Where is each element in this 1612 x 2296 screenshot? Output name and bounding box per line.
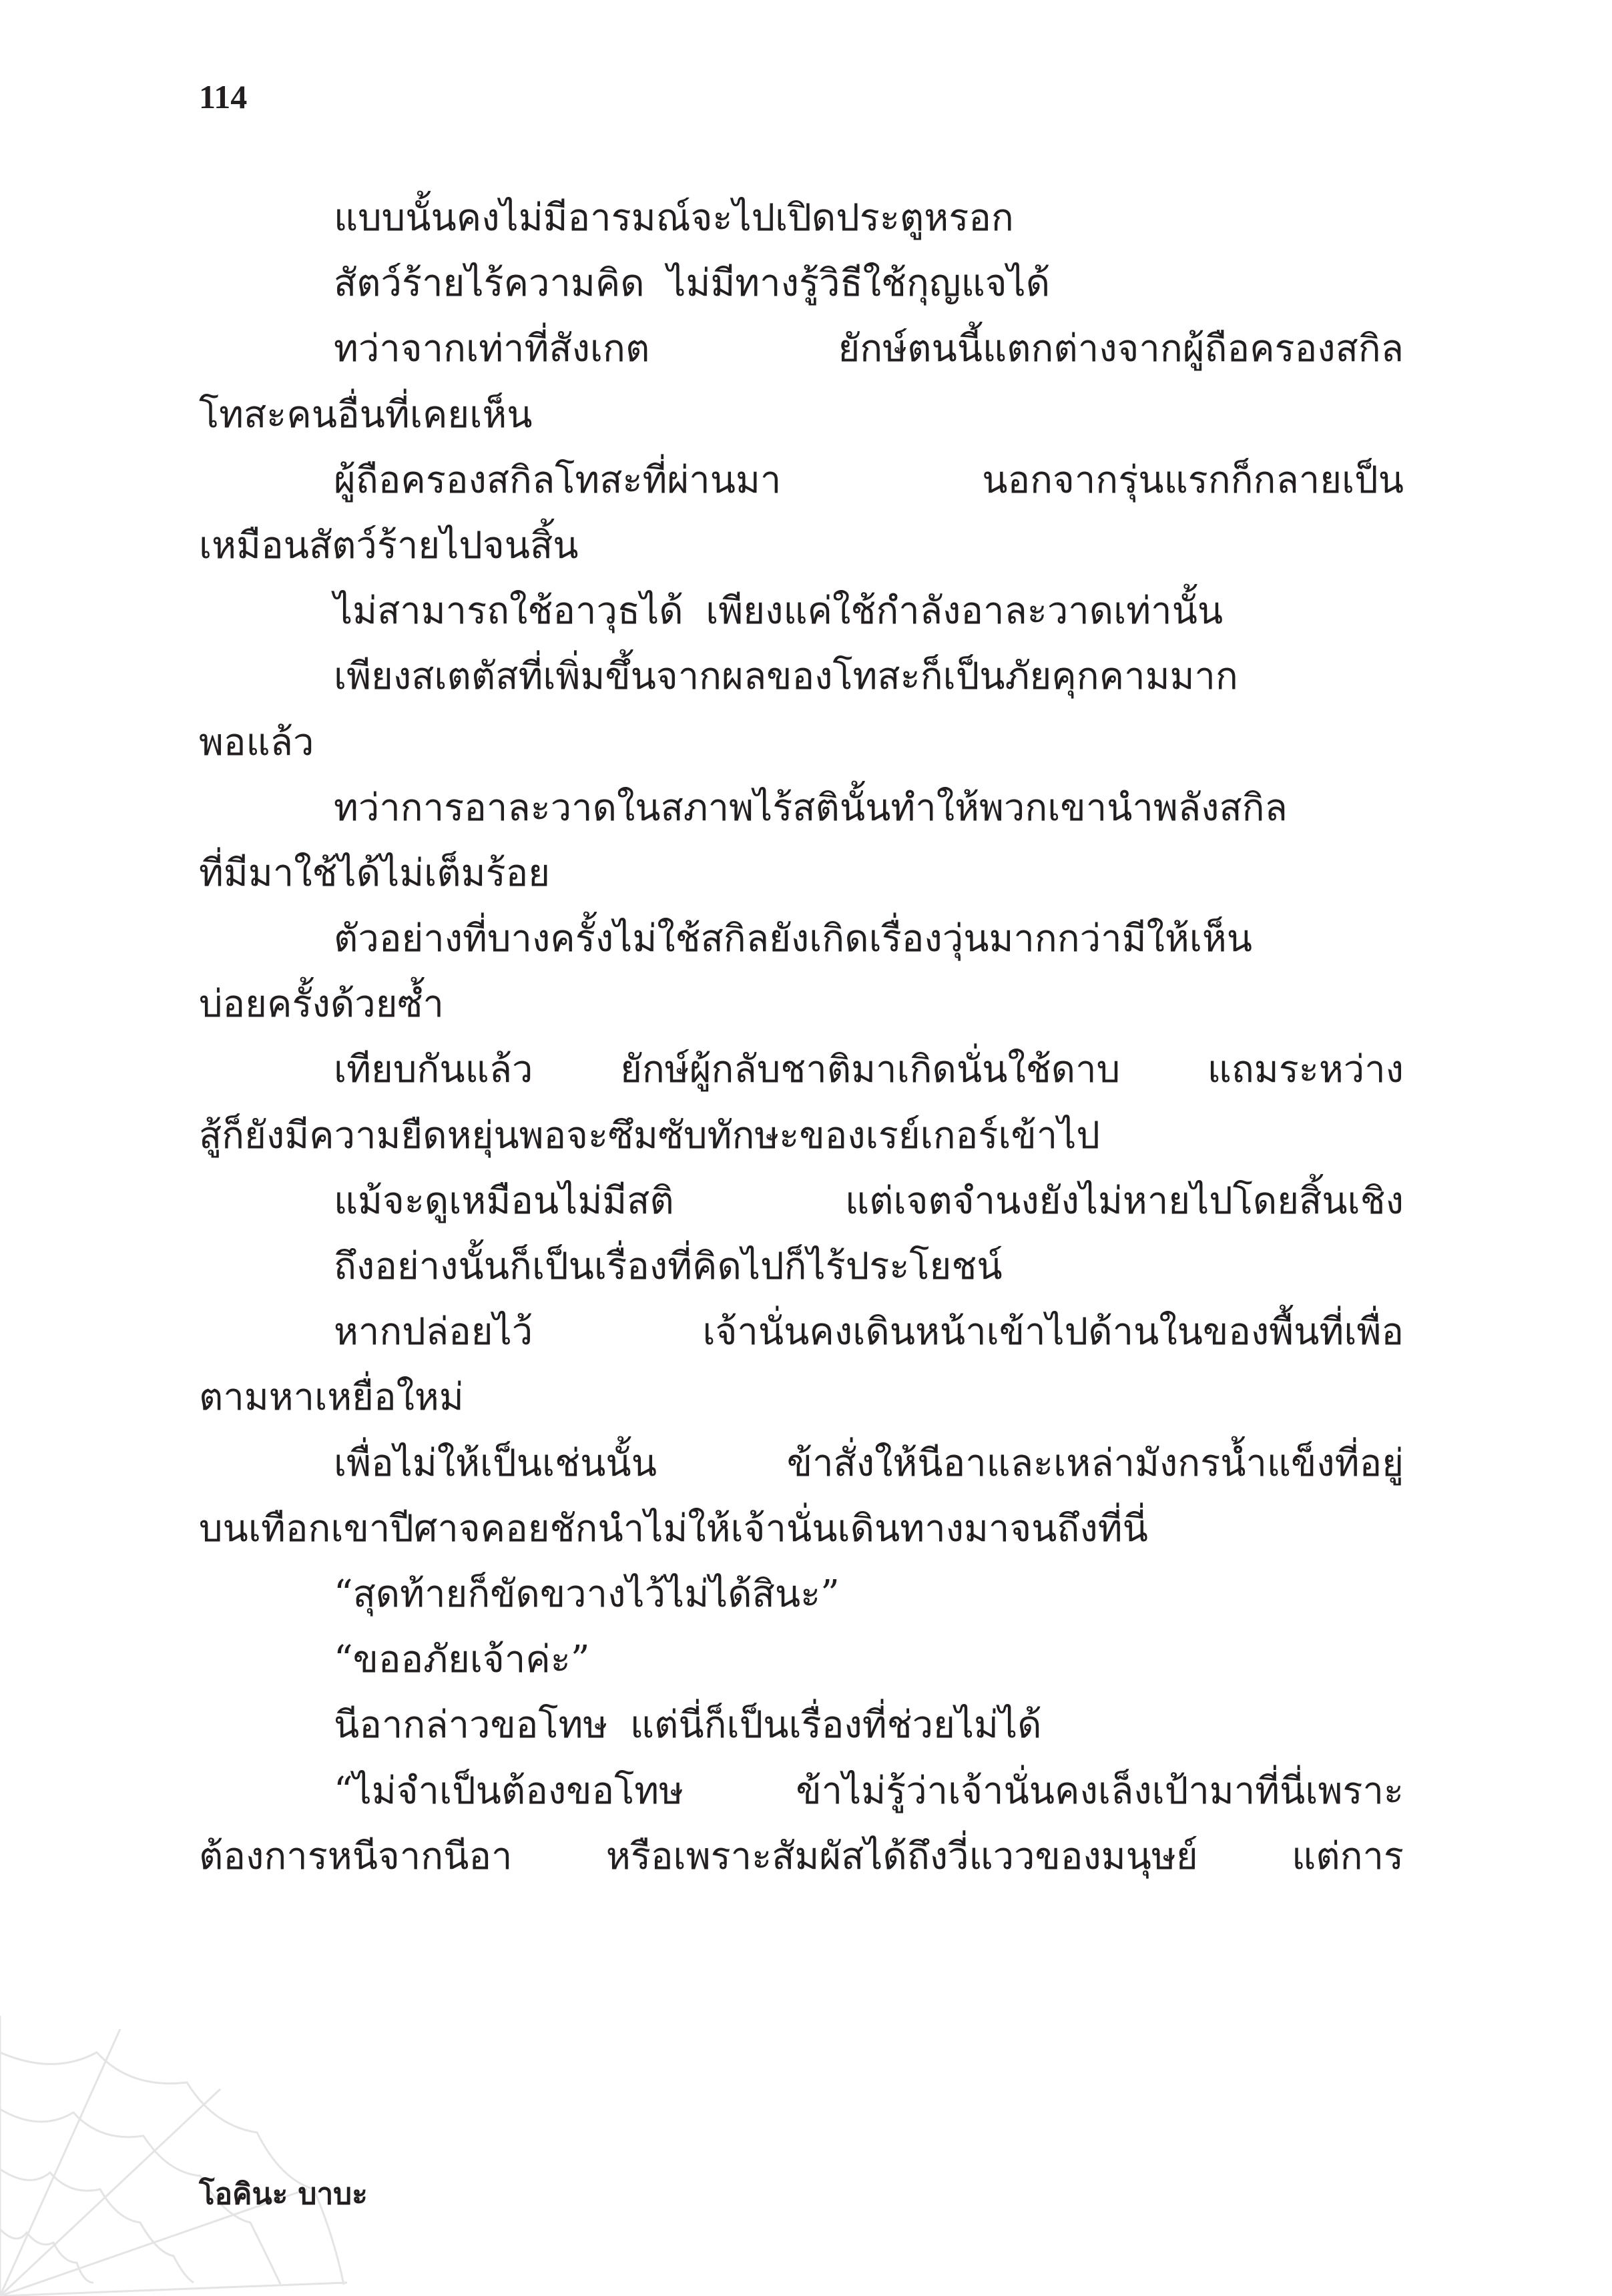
text-line bbox=[199, 579, 1404, 644]
text-line bbox=[199, 186, 1404, 251]
text-segment: นีอากล่าวขอโทษ bbox=[334, 1703, 608, 1747]
text-segment: ทว่าการอาละวาดในสภาพไร้สตินั้นทำให้พวกเขานำพลังสกิล bbox=[334, 786, 1288, 830]
text-line bbox=[199, 448, 1404, 513]
text-line bbox=[199, 841, 1404, 906]
text-segment: ต้องการหนีจากนีอา bbox=[199, 1834, 513, 1878]
body-text bbox=[199, 186, 1404, 1890]
text-segment: เจ้านั่นคงเดินหน้าเข้าไปด้านในของพื้นที่เพื่อ bbox=[702, 1310, 1404, 1354]
text-line bbox=[199, 710, 1404, 776]
text-segment: ไม่สามารถใช้อาวุธได้ bbox=[334, 589, 684, 633]
text-segment: แถมระหว่าง bbox=[1207, 1048, 1404, 1092]
text-segment: ข้าสั่งให้นีอาและเหล่ามังกรน้ำแข็งที่อยู่ bbox=[786, 1441, 1404, 1485]
text-segment: แต่การ bbox=[1292, 1834, 1404, 1878]
text-line bbox=[199, 1234, 1404, 1300]
text-line bbox=[199, 1365, 1404, 1430]
text-segment: บ่อยครั้งด้วยซ้ำ bbox=[199, 982, 444, 1027]
text-segment: หรือเพราะสัมผัสได้ถึงวี่แววของมนุษย์ bbox=[605, 1834, 1198, 1878]
text-line bbox=[199, 644, 1404, 709]
text-line bbox=[199, 776, 1404, 841]
text-line bbox=[199, 1300, 1404, 1365]
spiderweb-decoration bbox=[0, 1989, 347, 2296]
text-line bbox=[199, 1759, 1404, 1824]
text-line bbox=[199, 1169, 1404, 1234]
text-segment: หากปล่อยไว้ bbox=[334, 1310, 533, 1354]
text-segment: เพียงแค่ใช้กำลังอาละวาดเท่านั้น bbox=[706, 589, 1224, 633]
text-segment: บนเทือกเขาปีศาจคอยชักนำไม่ให้เจ้านั่นเดินทางมาจนถึงที่นี่ bbox=[199, 1506, 1148, 1550]
text-segment: เพื่อไม่ให้เป็นเช่นนั้น bbox=[334, 1441, 657, 1485]
text-segment: “สุดท้ายก็ขัดขวางไว้ไม่ได้สินะ” bbox=[334, 1572, 840, 1616]
text-line bbox=[199, 382, 1404, 448]
text-segment: “ไม่จำเป็นต้องขอโทษ bbox=[334, 1769, 684, 1813]
text-line bbox=[199, 1037, 1404, 1103]
author-name: โอคินะ บาบะ bbox=[199, 2177, 368, 2211]
text-line bbox=[199, 1496, 1404, 1562]
text-line bbox=[199, 513, 1404, 579]
text-line bbox=[199, 972, 1404, 1037]
text-line bbox=[199, 1693, 1404, 1758]
text-segment: ทว่าจากเท่าที่สังเกต bbox=[334, 327, 650, 371]
text-segment: สัตว์ร้ายไร้ความคิด bbox=[334, 262, 645, 306]
text-line bbox=[199, 1627, 1404, 1693]
text-segment: พอแล้ว bbox=[199, 720, 314, 764]
text-segment: นอกจากรุ่นแรกก็กลายเป็น bbox=[982, 458, 1404, 502]
text-line bbox=[199, 251, 1404, 316]
text-segment: ตัวอย่างที่บางครั้งไม่ใช้สกิลยังเกิดเรื่องวุ่นมากกว่ามีให้เห็น bbox=[334, 917, 1253, 961]
text-segment: เพียงสเตตัสที่เพิ่มขึ้นจากผลของโทสะก็เป็นภัยคุกคามมาก bbox=[334, 655, 1238, 699]
text-segment: เทียบกันแล้ว bbox=[334, 1048, 533, 1092]
text-line bbox=[199, 1824, 1404, 1890]
page-number: 114 bbox=[199, 78, 248, 115]
text-line bbox=[199, 1103, 1404, 1169]
text-segment: ไม่มีทางรู้วิธีใช้กุญแจได้ bbox=[667, 262, 1051, 306]
text-line bbox=[199, 316, 1404, 382]
text-line bbox=[199, 1562, 1404, 1627]
text-segment: “ขออภัยเจ้าค่ะ” bbox=[334, 1638, 590, 1682]
text-segment: แม้จะดูเหมือนไม่มีสติ bbox=[334, 1179, 674, 1223]
text-segment: แบบนั้นคงไม่มีอารมณ์จะไปเปิดประตูหรอก bbox=[334, 196, 1014, 240]
text-segment: โทสะคนอื่นที่เคยเห็น bbox=[199, 392, 533, 437]
text-line bbox=[199, 1431, 1404, 1496]
text-segment: ยักษ์ตนนี้แตกต่างจากผู้ถือครองสกิล bbox=[838, 327, 1404, 371]
text-segment: แต่เจตจำนงยังไม่หายไปโดยสิ้นเชิง bbox=[845, 1179, 1404, 1223]
text-segment: ที่มีมาใช้ได้ไม่เต็มร้อย bbox=[199, 851, 551, 895]
text-segment: ผู้ถือครองสกิลโทสะที่ผ่านมา bbox=[334, 458, 782, 502]
text-segment: ถึงอย่างนั้นก็เป็นเรื่องที่คิดไปก็ไร้ประโยชน์ bbox=[334, 1245, 1003, 1288]
text-segment: สู้ก็ยังมีความยืดหยุ่นพอจะซึมซับทักษะของเรย์เกอร์เข้าไป bbox=[199, 1113, 1100, 1157]
text-line bbox=[199, 906, 1404, 972]
text-segment: ยักษ์ผู้กลับชาติมาเกิดนั่นใช้ดาบ bbox=[620, 1048, 1121, 1092]
text-segment: แต่นี่ก็เป็นเรื่องที่ช่วยไม่ได้ bbox=[629, 1703, 1042, 1747]
text-segment: ตามหาเหยื่อใหม่ bbox=[199, 1376, 464, 1420]
text-segment: เหมือนสัตว์ร้ายไปจนสิ้น bbox=[199, 523, 579, 567]
text-segment: ข้าไม่รู้ว่าเจ้านั่นคงเล็งเป้ามาที่นี่เพราะ bbox=[796, 1769, 1404, 1813]
